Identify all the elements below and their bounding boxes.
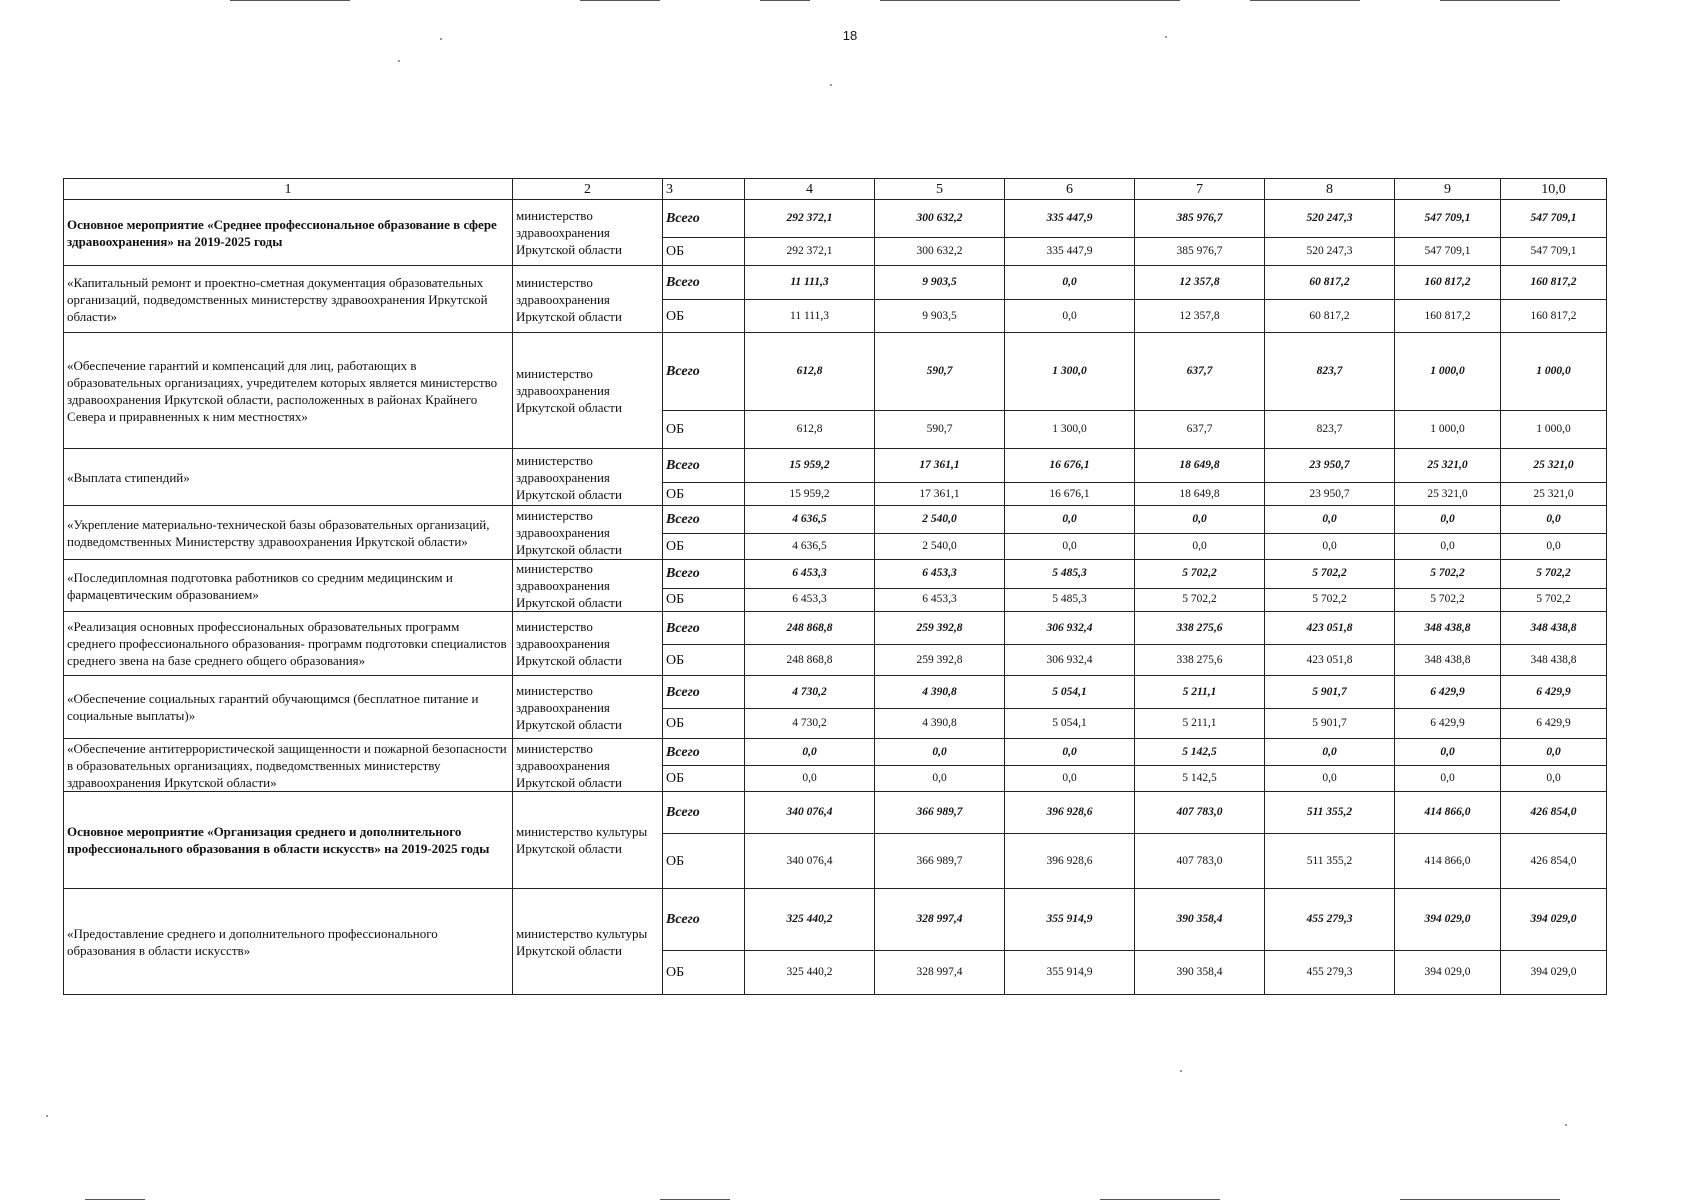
amount-cell: 612,8 [745,333,875,411]
amount-cell: 0,0 [1501,534,1607,560]
amount-cell: 520 247,3 [1265,200,1395,238]
amount-cell: 385 976,7 [1135,238,1265,266]
amount-cell: 5 702,2 [1395,588,1501,611]
funding-type: Всего [663,676,745,709]
amount-cell: 340 076,4 [745,792,875,834]
amount-cell: 0,0 [1005,506,1135,534]
amount-cell: 0,0 [875,766,1005,792]
amount-cell: 328 997,4 [875,951,1005,995]
amount-cell: 25 321,0 [1501,483,1607,506]
header-cell: 7 [1135,179,1265,200]
amount-cell: 16 676,1 [1005,483,1135,506]
funding-type: Всего [663,560,745,589]
amount-cell: 25 321,0 [1501,449,1607,483]
row-total [64,266,1607,300]
amount-cell: 1 000,0 [1501,333,1607,411]
amount-cell: 0,0 [1265,534,1395,560]
activity-name: «Предоставление среднего и дополнительного профессионального образования в области искусств» [64,889,513,995]
amount-cell: 590,7 [875,333,1005,411]
amount-cell: 25 321,0 [1395,483,1501,506]
amount-cell: 292 372,1 [745,238,875,266]
responsible-org: министерство здравоохранения Иркутской области [513,612,663,676]
amount-cell: 23 950,7 [1265,483,1395,506]
amount-cell: 394 029,0 [1395,951,1501,995]
page-number: 18 [842,28,858,43]
amount-cell: 6 429,9 [1395,709,1501,739]
row-total [64,676,1607,709]
header-cell: 4 [745,179,875,200]
amount-cell: 23 950,7 [1265,449,1395,483]
amount-cell: 0,0 [745,766,875,792]
amount-cell: 0,0 [1395,739,1501,766]
row-total [64,889,1607,951]
amount-cell: 348 438,8 [1501,645,1607,676]
amount-cell: 340 076,4 [745,834,875,889]
amount-cell: 612,8 [745,411,875,449]
activity-name: «Реализация основных профессиональных образовательных программ среднего профессионального образования- программ подготовки специалистов среднего звена на базе среднего общего образования» [64,612,513,676]
amount-cell: 423 051,8 [1265,612,1395,645]
amount-cell: 9 903,5 [875,266,1005,300]
amount-cell: 637,7 [1135,333,1265,411]
row-total [64,333,1607,411]
activity-name: «Выплата стипендий» [64,449,513,506]
activity-name: Основное мероприятие «Среднее профессиональное образование в сфере здравоохранения» на 2019-2025 годы [64,200,513,266]
amount-cell: 11 111,3 [745,300,875,333]
row-total [64,200,1607,238]
activity-name: «Укрепление материально-технической базы образовательных организаций, подведомственных Министерству здравоохранения Иркутской области» [64,506,513,560]
funding-type: ОБ [663,588,745,611]
amount-cell: 5 702,2 [1395,560,1501,589]
amount-cell: 17 361,1 [875,449,1005,483]
funding-type: Всего [663,792,745,834]
amount-cell: 423 051,8 [1265,645,1395,676]
funding-type: Всего [663,266,745,300]
amount-cell: 366 989,7 [875,834,1005,889]
amount-cell: 5 702,2 [1265,588,1395,611]
amount-cell: 407 783,0 [1135,792,1265,834]
amount-cell: 5 702,2 [1135,588,1265,611]
amount-cell: 2 540,0 [875,506,1005,534]
row-total [64,560,1607,589]
amount-cell: 0,0 [1265,506,1395,534]
amount-cell: 16 676,1 [1005,449,1135,483]
amount-cell: 1 000,0 [1501,411,1607,449]
amount-cell: 6 453,3 [745,560,875,589]
amount-cell: 511 355,2 [1265,834,1395,889]
amount-cell: 4 730,2 [745,676,875,709]
amount-cell: 396 928,6 [1005,792,1135,834]
amount-cell: 0,0 [1135,534,1265,560]
amount-cell: 390 358,4 [1135,889,1265,951]
amount-cell: 455 279,3 [1265,889,1395,951]
amount-cell: 390 358,4 [1135,951,1265,995]
scan-artifact [398,60,400,62]
row-total [64,506,1607,534]
amount-cell: 0,0 [1005,534,1135,560]
amount-cell: 5 485,3 [1005,560,1135,589]
amount-cell: 60 817,2 [1265,300,1395,333]
scan-artifact [880,0,1180,1]
amount-cell: 248 868,8 [745,612,875,645]
budget-table [63,178,1607,995]
amount-cell: 335 447,9 [1005,238,1135,266]
funding-type: ОБ [663,766,745,792]
amount-cell: 0,0 [1265,766,1395,792]
amount-cell: 4 390,8 [875,676,1005,709]
amount-cell: 18 649,8 [1135,449,1265,483]
amount-cell: 1 000,0 [1395,333,1501,411]
amount-cell: 160 817,2 [1501,266,1607,300]
responsible-org: министерство здравоохранения Иркутской области [513,266,663,333]
amount-cell: 0,0 [1005,766,1135,792]
scan-artifact [440,38,442,40]
amount-cell: 590,7 [875,411,1005,449]
header-cell: 8 [1265,179,1395,200]
header-cell: 9 [1395,179,1501,200]
scan-artifact [1250,0,1360,1]
amount-cell: 0,0 [1135,506,1265,534]
amount-cell: 0,0 [1501,739,1607,766]
amount-cell: 5 142,5 [1135,766,1265,792]
row-total [64,739,1607,766]
amount-cell: 4 636,5 [745,534,875,560]
amount-cell: 5 901,7 [1265,709,1395,739]
header-cell: 1 [64,179,513,200]
activity-name: «Капитальный ремонт и проектно-сметная документация образовательных организаций, подведомственных министерству здравоохранения Иркутской области» [64,266,513,333]
amount-cell: 1 300,0 [1005,411,1135,449]
funding-type: ОБ [663,709,745,739]
amount-cell: 0,0 [1395,766,1501,792]
amount-cell: 348 438,8 [1501,612,1607,645]
amount-cell: 520 247,3 [1265,238,1395,266]
amount-cell: 6 453,3 [745,588,875,611]
funding-type: ОБ [663,534,745,560]
activity-name: «Обеспечение социальных гарантий обучающимся (бесплатное питание и социальные выплаты)» [64,676,513,739]
amount-cell: 6 429,9 [1501,676,1607,709]
amount-cell: 5 211,1 [1135,709,1265,739]
funding-type: ОБ [663,238,745,266]
amount-cell: 1 300,0 [1005,333,1135,411]
funding-type: Всего [663,612,745,645]
amount-cell: 325 440,2 [745,951,875,995]
amount-cell: 4 636,5 [745,506,875,534]
row-total [64,612,1607,645]
funding-type: Всего [663,449,745,483]
amount-cell: 6 453,3 [875,560,1005,589]
activity-name: «Обеспечение антитеррористической защищенности и пожарной безопасности в образовательных организациях, подведомственных министерству здравоохранения Иркутской области» [64,739,513,792]
amount-cell: 394 029,0 [1501,889,1607,951]
amount-cell: 2 540,0 [875,534,1005,560]
responsible-org: министерство здравоохранения Иркутской области [513,676,663,739]
amount-cell: 12 357,8 [1135,266,1265,300]
amount-cell: 5 485,3 [1005,588,1135,611]
amount-cell: 5 142,5 [1135,739,1265,766]
amount-cell: 455 279,3 [1265,951,1395,995]
responsible-org: министерство здравоохранения Иркутской области [513,449,663,506]
funding-type: Всего [663,889,745,951]
amount-cell: 426 854,0 [1501,834,1607,889]
scan-artifact [830,84,832,86]
header-cell: 5 [875,179,1005,200]
funding-type: Всего [663,333,745,411]
amount-cell: 5 054,1 [1005,676,1135,709]
scan-artifact [580,0,660,1]
funding-type: Всего [663,506,745,534]
amount-cell: 259 392,8 [875,612,1005,645]
responsible-org: министерство культуры Иркутской области [513,889,663,995]
amount-cell: 396 928,6 [1005,834,1135,889]
amount-cell: 300 632,2 [875,200,1005,238]
scan-artifact [1565,1124,1567,1126]
responsible-org: министерство здравоохранения Иркутской области [513,560,663,612]
amount-cell: 9 903,5 [875,300,1005,333]
amount-cell: 60 817,2 [1265,266,1395,300]
header-cell: 10,0 [1501,179,1607,200]
amount-cell: 12 357,8 [1135,300,1265,333]
funding-type: Всего [663,739,745,766]
amount-cell: 0,0 [1005,266,1135,300]
amount-cell: 5 054,1 [1005,709,1135,739]
activity-name: Основное мероприятие «Организация среднего и дополнительного профессионального образования в области искусств» на 2019-2025 годы [64,792,513,889]
amount-cell: 6 429,9 [1395,676,1501,709]
amount-cell: 15 959,2 [745,483,875,506]
row-total [64,792,1607,834]
responsible-org: министерство здравоохранения Иркутской области [513,506,663,560]
header-cell: 6 [1005,179,1135,200]
amount-cell: 348 438,8 [1395,612,1501,645]
amount-cell: 0,0 [1005,300,1135,333]
amount-cell: 5 702,2 [1135,560,1265,589]
amount-cell: 17 361,1 [875,483,1005,506]
amount-cell: 547 709,1 [1501,238,1607,266]
amount-cell: 25 321,0 [1395,449,1501,483]
amount-cell: 385 976,7 [1135,200,1265,238]
amount-cell: 0,0 [745,739,875,766]
amount-cell: 547 709,1 [1501,200,1607,238]
header-row [64,179,1607,200]
responsible-org: министерство здравоохранения Иркутской области [513,333,663,449]
amount-cell: 0,0 [1501,766,1607,792]
amount-cell: 5 702,2 [1265,560,1395,589]
amount-cell: 328 997,4 [875,889,1005,951]
amount-cell: 160 817,2 [1395,266,1501,300]
funding-type: ОБ [663,645,745,676]
amount-cell: 248 868,8 [745,645,875,676]
amount-cell: 0,0 [1501,506,1607,534]
amount-cell: 0,0 [875,739,1005,766]
amount-cell: 335 447,9 [1005,200,1135,238]
scan-artifact [1440,0,1560,1]
amount-cell: 0,0 [1265,739,1395,766]
amount-cell: 547 709,1 [1395,238,1501,266]
amount-cell: 547 709,1 [1395,200,1501,238]
amount-cell: 18 649,8 [1135,483,1265,506]
header-cell: 2 [513,179,663,200]
amount-cell: 11 111,3 [745,266,875,300]
funding-type: ОБ [663,300,745,333]
amount-cell: 325 440,2 [745,889,875,951]
row-total [64,449,1607,483]
amount-cell: 0,0 [1005,739,1135,766]
amount-cell: 511 355,2 [1265,792,1395,834]
amount-cell: 823,7 [1265,333,1395,411]
amount-cell: 355 914,9 [1005,951,1135,995]
amount-cell: 366 989,7 [875,792,1005,834]
amount-cell: 823,7 [1265,411,1395,449]
amount-cell: 338 275,6 [1135,612,1265,645]
amount-cell: 5 901,7 [1265,676,1395,709]
amount-cell: 6 453,3 [875,588,1005,611]
amount-cell: 355 914,9 [1005,889,1135,951]
amount-cell: 394 029,0 [1395,889,1501,951]
scan-artifact [760,0,810,1]
amount-cell: 637,7 [1135,411,1265,449]
amount-cell: 348 438,8 [1395,645,1501,676]
funding-type: ОБ [663,483,745,506]
amount-cell: 414 866,0 [1395,834,1501,889]
amount-cell: 259 392,8 [875,645,1005,676]
responsible-org: министерство здравоохранения Иркутской области [513,739,663,792]
amount-cell: 5 702,2 [1501,588,1607,611]
amount-cell: 414 866,0 [1395,792,1501,834]
amount-cell: 160 817,2 [1501,300,1607,333]
funding-type: ОБ [663,951,745,995]
funding-type: ОБ [663,411,745,449]
scan-artifact [46,1115,48,1117]
activity-name: «Обеспечение гарантий и компенсаций для лиц, работающих в образовательных организациях, учредителем которых является министерство здравоохранения Иркутской области, расположенных в районах Крайнего Севера и приравненных к ним местностях» [64,333,513,449]
amount-cell: 4 390,8 [875,709,1005,739]
amount-cell: 394 029,0 [1501,951,1607,995]
scan-artifact [230,0,350,1]
scan-artifact [1165,36,1167,38]
amount-cell: 5 702,2 [1501,560,1607,589]
responsible-org: министерство здравоохранения Иркутской области [513,200,663,266]
amount-cell: 5 211,1 [1135,676,1265,709]
amount-cell: 6 429,9 [1501,709,1607,739]
scan-artifact [1180,1070,1182,1072]
amount-cell: 160 817,2 [1395,300,1501,333]
responsible-org: министерство культуры Иркутской области [513,792,663,889]
amount-cell: 306 932,4 [1005,645,1135,676]
amount-cell: 0,0 [1395,534,1501,560]
funding-type: ОБ [663,834,745,889]
amount-cell: 306 932,4 [1005,612,1135,645]
activity-name: «Последипломная подготовка работников со средним медицинским и фармацевтическим образованием» [64,560,513,612]
amount-cell: 4 730,2 [745,709,875,739]
amount-cell: 292 372,1 [745,200,875,238]
amount-cell: 1 000,0 [1395,411,1501,449]
amount-cell: 407 783,0 [1135,834,1265,889]
amount-cell: 15 959,2 [745,449,875,483]
header-cell: 3 [663,179,745,200]
amount-cell: 338 275,6 [1135,645,1265,676]
amount-cell: 300 632,2 [875,238,1005,266]
funding-type: Всего [663,200,745,238]
amount-cell: 426 854,0 [1501,792,1607,834]
amount-cell: 0,0 [1395,506,1501,534]
